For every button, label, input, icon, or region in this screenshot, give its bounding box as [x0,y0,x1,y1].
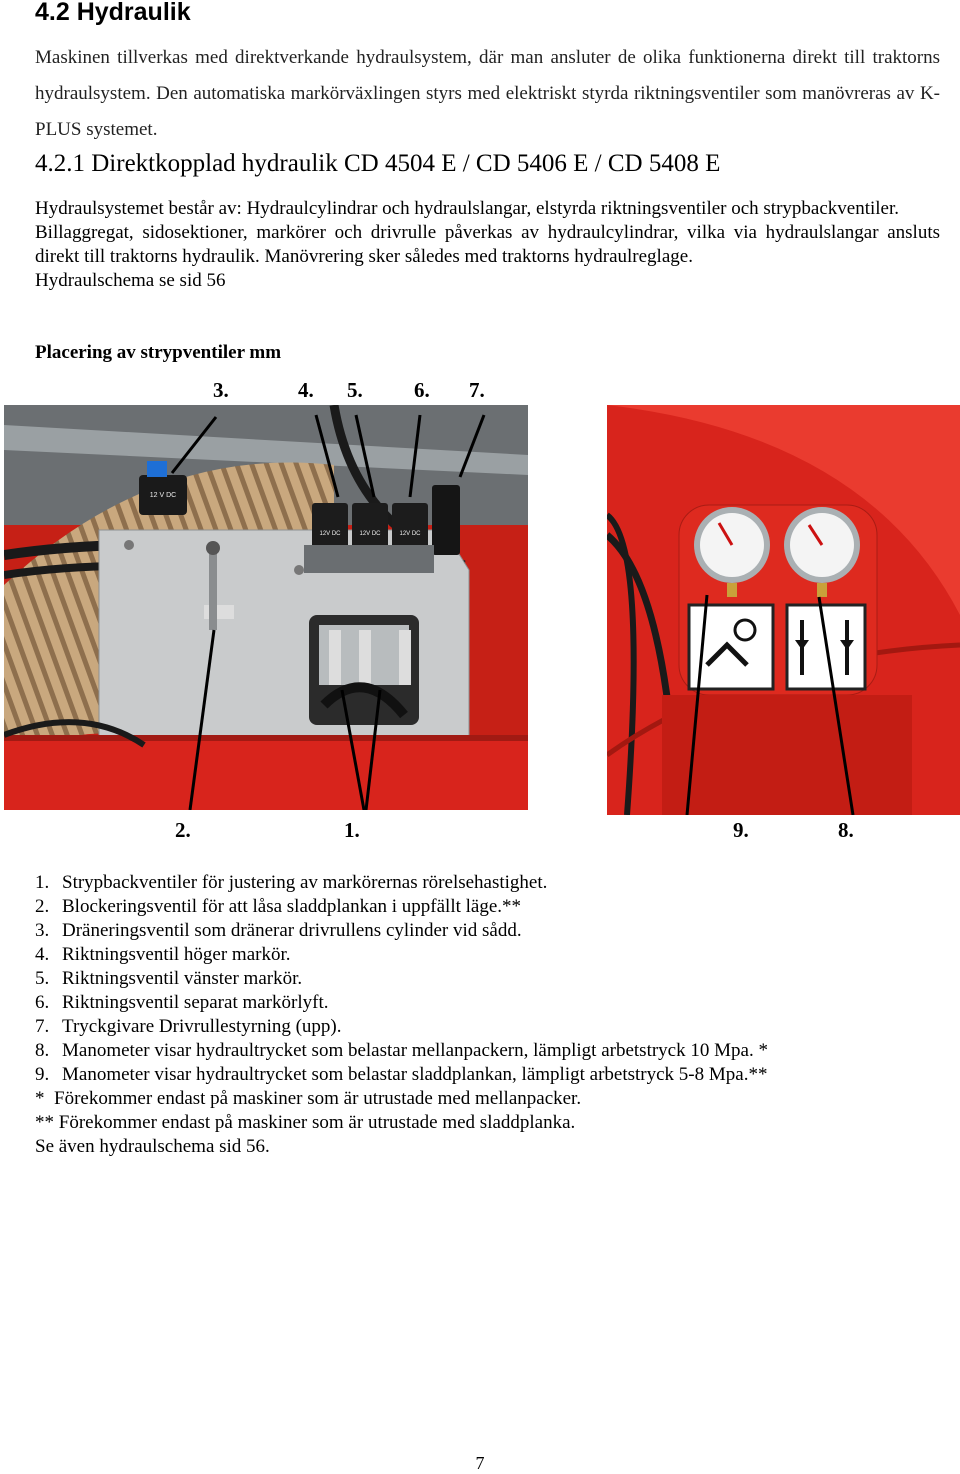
list-item: 5. Riktningsventil vänster markör. [35,968,303,989]
legend-list [35,871,940,1159]
subsection-heading: 4.2.1 Direktkopplad hydraulik CD 4504 E / CD 5406 E / CD 5408 E [35,150,721,177]
list-item: 6. Riktningsventil separat markörlyft. [35,992,329,1013]
footnote-2: ** Förekommer endast på maskiner som är utrustade med sladdplanka. [35,1112,576,1133]
callout-8: 8. [838,818,854,842]
see-also-note: Se även hydraulschema sid 56. [35,1136,270,1157]
valve-block-photo [4,405,528,810]
intro-paragraph: Maskinen tillverkas med direktverkande hydraulsystem, där man ansluter de olika funktionerna direkt till traktorns hydraulsystem. Den automatiska markörväxlingen styrs med elektriskt styrda riktningsventiler som manövreras av K-PLUS systemet. [35,47,940,140]
page-number: 7 [475,1453,485,1473]
body-paragraph-1: Hydraulsystemet består av: Hydraulcylindrar och hydraulslangar, elstyrda riktningsventiler och strypbackventiler. [35,198,900,219]
figure-heading: Placering av strypventiler mm [35,342,282,363]
callout-9: 9. [733,818,749,842]
list-item: 7. Tryckgivare Drivrullestyrning (upp). [35,1016,342,1037]
callout-7: 7. [469,378,485,402]
pressure-gauges-photo [607,405,960,815]
list-item: 3. Dräneringsventil som dränerar drivrullens cylinder vid sådd. [35,920,522,941]
solenoid-label-3: 12V DC [359,531,381,537]
list-item: 2. Blockeringsventil för att låsa sladdplankan i uppfällt läge.** [35,896,522,917]
solenoid-label-4: 12V DC [399,531,421,537]
list-item: 4. Riktningsventil höger markör. [35,944,291,965]
list-item: 9. Manometer visar hydraultrycket som belastar sladdplankan, lämpligt arbetstryck 5-8 Mpa.** [35,1064,768,1085]
callout-2: 2. [175,818,191,842]
footnote-1: * Förekommer endast på maskiner som är utrustade med mellanpacker. [35,1088,582,1109]
callout-1: 1. [344,818,360,842]
callout-3: 3. [213,378,229,402]
solenoid-label-1: 12 V DC [149,492,177,499]
section-heading: 4.2 Hydraulik [35,0,191,26]
body-paragraph-2: Billaggregat, sidosektioner, markörer och drivrulle påverkas av hydraulcylindrar, vilka via hydraulslangar ansluts direkt till traktorns hydraulik. Manövrering sker således med traktorns hydraulreglage. [35,222,940,267]
solenoid-label-2: 12V DC [319,531,341,537]
body-paragraph-3: Hydraulschema se sid 56 [35,270,226,291]
callout-4: 4. [298,378,314,402]
callout-6: 6. [414,378,430,402]
list-item: 1. Strypbackventiler för justering av markörernas rörelsehastighet. [35,872,548,893]
callout-5: 5. [347,378,363,402]
list-item: 8. Manometer visar hydraultrycket som belastar mellanpackern, lämpligt arbetstryck 10 Mpa. * [35,1040,768,1061]
body-text [35,197,940,293]
